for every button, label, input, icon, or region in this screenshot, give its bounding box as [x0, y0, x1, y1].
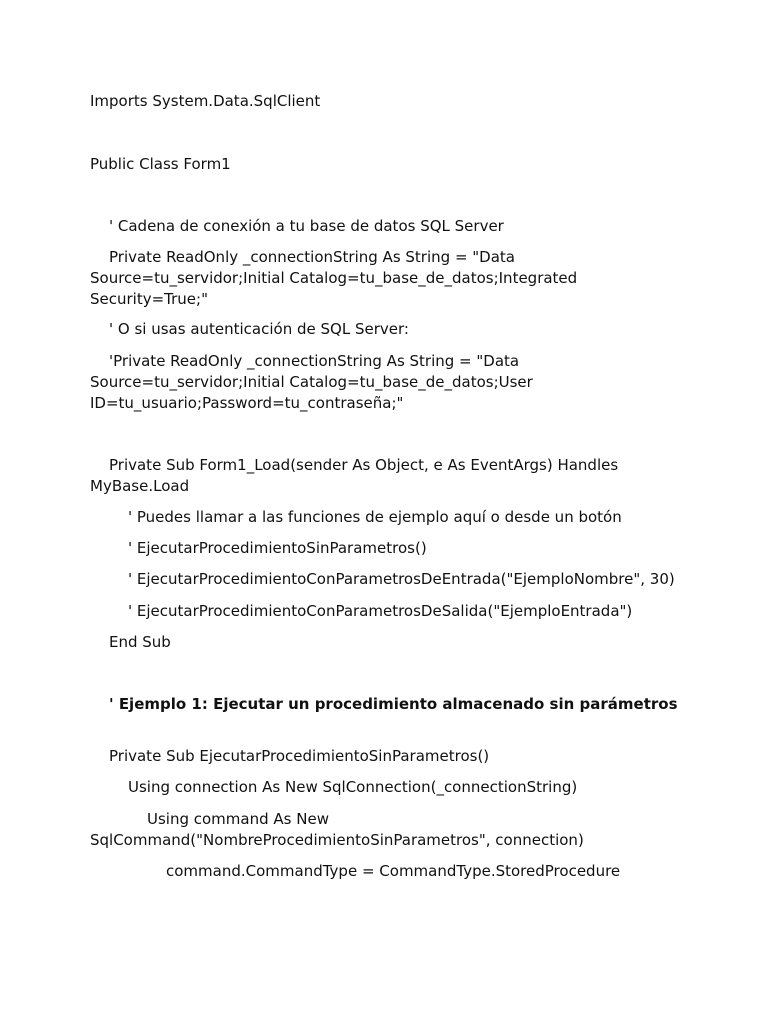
code-line-command-type: command.CommandType = CommandType.StoredProcedure [166, 862, 621, 880]
code-line-comment-connection: ' Cadena de conexión a tu base de datos SQL Server [109, 217, 504, 235]
section-heading-ejemplo-1: ' Ejemplo 1: Ejecutar un procedimiento almacenado sin parámetros [109, 695, 678, 713]
code-line-using-command: Using command As New SqlCommand("NombreProcedimientoSinParametros", connection) [90, 810, 584, 849]
code-line-comment-sql-auth: ' O si usas autenticación de SQL Server: [109, 320, 409, 338]
code-line-sub-sin-parametros: Private Sub EjecutarProcedimientoSinParametros() [109, 747, 490, 765]
code-line-imports: Imports System.Data.SqlClient [90, 92, 321, 110]
code-line-connection-string-alt: 'Private ReadOnly _connectionString As String = "Data Source=tu_servidor;Initial Catalog=tu_base_de_datos;User ID=tu_usuario;Password=tu_contraseña;" [90, 352, 533, 412]
code-line-call-sin-parametros: ' EjecutarProcedimientoSinParametros() [128, 539, 427, 557]
code-line-using-connection: Using connection As New SqlConnection(_connectionString) [128, 778, 578, 796]
code-line-call-con-salida: ' EjecutarProcedimientoConParametrosDeSalida("EjemploEntrada") [128, 602, 633, 620]
code-line-comment-call-functions: ' Puedes llamar a las funciones de ejemplo aquí o desde un botón [128, 508, 622, 526]
code-line-connection-string: Private ReadOnly _connectionString As String = "Data Source=tu_servidor;Initial Catalog=tu_base_de_datos;Integrated Security=True;" [90, 248, 578, 308]
code-line-form-load: Private Sub Form1_Load(sender As Object, e As EventArgs) Handles MyBase.Load [90, 456, 619, 495]
code-line-class-declaration: Public Class Form1 [90, 155, 231, 173]
code-line-end-sub: End Sub [109, 633, 171, 651]
code-line-call-con-entrada: ' EjecutarProcedimientoConParametrosDeEntrada("EjemploNombre", 30) [128, 570, 675, 588]
